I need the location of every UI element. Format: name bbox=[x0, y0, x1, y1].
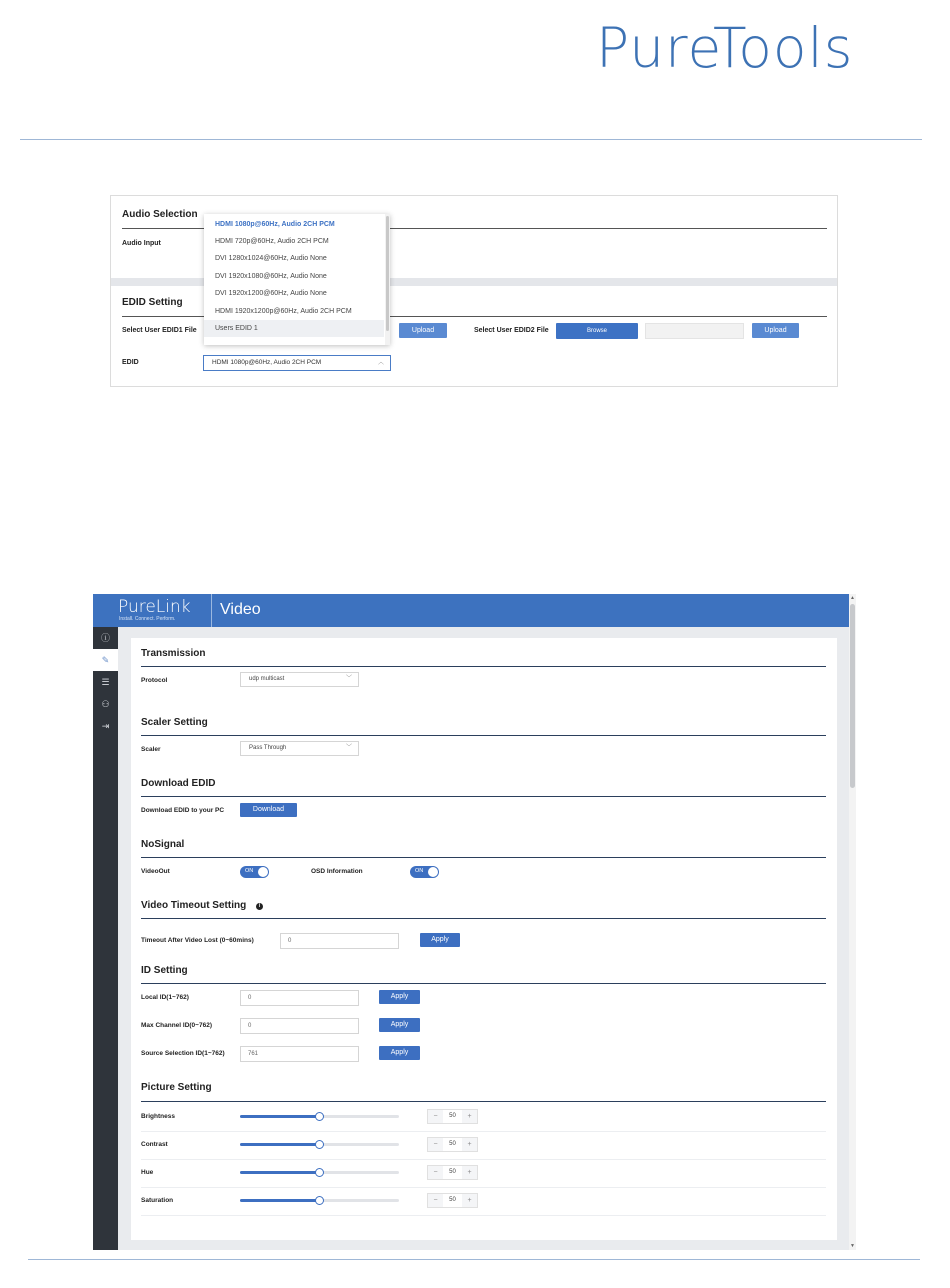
slider-handle[interactable] bbox=[315, 1196, 324, 1205]
upload-edid1-button[interactable]: Upload bbox=[399, 323, 447, 338]
hue-label: Hue bbox=[141, 1169, 154, 1176]
contrast-value[interactable]: 50 bbox=[449, 1141, 456, 1147]
sliders-icon[interactable]: ☰ bbox=[101, 677, 110, 687]
download-button[interactable]: Download bbox=[240, 803, 297, 817]
brightness-value[interactable]: 50 bbox=[449, 1113, 456, 1119]
increment-button[interactable]: + bbox=[462, 1194, 477, 1207]
edid-select[interactable] bbox=[203, 355, 391, 371]
edid-dropdown bbox=[204, 214, 390, 345]
video-screenshot bbox=[93, 594, 856, 1250]
header-rule bbox=[20, 139, 922, 140]
select-edid2-label: Select User EDID2 File bbox=[474, 327, 549, 334]
dropdown-option[interactable]: HDMI 1080p@60Hz, Audio 2CH PCM bbox=[215, 221, 335, 228]
source-selection-id-input[interactable]: 761 bbox=[240, 1046, 359, 1062]
increment-button[interactable]: + bbox=[462, 1166, 477, 1179]
videoout-state: ON bbox=[245, 868, 254, 874]
download-edid-label: Download EDID to your PC bbox=[141, 807, 225, 814]
protocol-value: udp multicast bbox=[249, 676, 285, 682]
saturation-slider[interactable] bbox=[240, 1199, 399, 1202]
scroll-up-arrow-icon[interactable]: ▲ bbox=[850, 595, 855, 601]
picture-setting-title: Picture Setting bbox=[141, 1082, 212, 1093]
chevron-down-icon: ﹀ bbox=[345, 676, 352, 682]
toggle-knob bbox=[428, 867, 438, 877]
chevron-down-icon: ﹀ bbox=[345, 745, 352, 751]
scaler-select[interactable] bbox=[240, 741, 359, 756]
brightness-label: Brightness bbox=[141, 1113, 175, 1120]
saturation-value[interactable]: 50 bbox=[449, 1197, 456, 1203]
brand-tagline: Install. Connect. Perform. bbox=[119, 616, 176, 622]
top-bar bbox=[93, 594, 849, 627]
max-channel-id-input[interactable]: 0 bbox=[240, 1018, 359, 1034]
id-separator bbox=[141, 983, 826, 984]
max-channel-id-apply-button[interactable]: Apply bbox=[379, 1018, 420, 1032]
videoout-label: VideoOut bbox=[141, 868, 170, 875]
local-id-apply-button[interactable]: Apply bbox=[379, 990, 420, 1004]
toggle-knob bbox=[258, 867, 268, 877]
transmission-separator bbox=[141, 666, 826, 667]
slider-fill bbox=[240, 1199, 320, 1202]
hue-slider[interactable] bbox=[240, 1171, 399, 1174]
dropdown-scroll-thumb[interactable] bbox=[386, 216, 389, 331]
dropdown-option[interactable]: DVI 1920x1200@60Hz, Audio None bbox=[215, 290, 327, 297]
footer-rule bbox=[28, 1259, 920, 1260]
upload-edid2-button[interactable]: Upload bbox=[752, 323, 799, 338]
picture-separator bbox=[141, 1101, 826, 1102]
chevron-up-icon: ︿ bbox=[377, 360, 384, 366]
info-icon[interactable]: ⓘ bbox=[100, 633, 110, 643]
increment-button[interactable]: + bbox=[462, 1138, 477, 1151]
brightness-stepper[interactable] bbox=[427, 1109, 478, 1124]
edid-screenshot bbox=[110, 195, 838, 387]
dropdown-option[interactable]: Users EDID 1 bbox=[204, 320, 384, 337]
edid2-file-field[interactable] bbox=[645, 323, 744, 339]
purelink-logo: PureLink bbox=[118, 597, 191, 617]
topbar-divider bbox=[211, 594, 212, 627]
videoout-toggle[interactable] bbox=[240, 866, 269, 878]
slider-handle[interactable] bbox=[315, 1168, 324, 1177]
saturation-stepper[interactable] bbox=[427, 1193, 478, 1208]
slider-fill bbox=[240, 1115, 320, 1118]
row-divider bbox=[141, 1187, 826, 1188]
scroll-down-arrow-icon[interactable]: ▼ bbox=[850, 1243, 855, 1249]
brightness-slider[interactable] bbox=[240, 1115, 399, 1118]
dropdown-option[interactable]: DVI 1280x1024@60Hz, Audio None bbox=[215, 255, 327, 262]
saturation-label: Saturation bbox=[141, 1197, 174, 1204]
slider-fill bbox=[240, 1171, 320, 1174]
id-setting-title: ID Setting bbox=[141, 965, 188, 976]
hue-value[interactable]: 50 bbox=[449, 1169, 456, 1175]
audio-selection-title: Audio Selection bbox=[122, 209, 198, 220]
scaler-label: Scaler bbox=[141, 746, 161, 753]
video-timeout-title: Video Timeout Setting bbox=[141, 900, 247, 911]
osd-information-toggle[interactable] bbox=[410, 866, 439, 878]
feather-icon[interactable]: ✎ bbox=[93, 649, 118, 671]
local-id-label: Local ID(1~762) bbox=[141, 994, 189, 1001]
main-content bbox=[131, 638, 837, 1240]
row-divider bbox=[141, 1131, 826, 1132]
edid-label: EDID bbox=[122, 359, 139, 366]
info-icon[interactable]: i bbox=[256, 903, 263, 910]
source-selection-id-label: Source Selection ID(1~762) bbox=[141, 1050, 225, 1057]
page-title: Video bbox=[220, 601, 261, 618]
decrement-button[interactable]: − bbox=[428, 1110, 443, 1123]
browse-edid2-button[interactable]: Browse bbox=[556, 323, 638, 339]
download-separator bbox=[141, 796, 826, 797]
timeout-label: Timeout After Video Lost (0~60mins) bbox=[141, 937, 254, 944]
timeout-input[interactable]: 0 bbox=[280, 933, 399, 949]
contrast-label: Contrast bbox=[141, 1141, 168, 1148]
puretools-logo: PureTools bbox=[596, 16, 854, 80]
max-channel-id-label: Max Channel ID(0~762) bbox=[141, 1022, 212, 1029]
contrast-slider[interactable] bbox=[240, 1143, 399, 1146]
edid-setting-title: EDID Setting bbox=[122, 297, 183, 308]
dropdown-option[interactable]: HDMI 1920x1200p@60Hz, Audio 2CH PCM bbox=[215, 308, 352, 315]
transmission-title: Transmission bbox=[141, 648, 206, 659]
slider-handle[interactable] bbox=[315, 1112, 324, 1121]
dropdown-scrollbar[interactable] bbox=[385, 214, 390, 345]
scaler-title: Scaler Setting bbox=[141, 717, 208, 728]
decrement-button[interactable]: − bbox=[428, 1194, 443, 1207]
local-id-input[interactable]: 0 bbox=[240, 990, 359, 1006]
row-divider bbox=[141, 1159, 826, 1160]
scaler-separator bbox=[141, 735, 826, 736]
scaler-value: Pass Through bbox=[249, 745, 287, 751]
increment-button[interactable]: + bbox=[462, 1110, 477, 1123]
nosignal-separator bbox=[141, 857, 826, 858]
decrement-button[interactable]: − bbox=[428, 1166, 443, 1179]
logout-icon[interactable]: ⇥ bbox=[101, 721, 110, 731]
nosignal-title: NoSignal bbox=[141, 839, 185, 850]
scroll-thumb[interactable] bbox=[850, 604, 855, 788]
edid-select-value: HDMI 1080p@60Hz, Audio 2CH PCM bbox=[212, 359, 322, 366]
slider-fill bbox=[240, 1143, 320, 1146]
contrast-stepper[interactable] bbox=[427, 1137, 478, 1152]
audio-input-label: Audio Input bbox=[122, 240, 161, 247]
timeout-separator bbox=[141, 918, 826, 919]
protocol-label: Protocol bbox=[141, 677, 168, 684]
protocol-select[interactable] bbox=[240, 672, 359, 687]
slider-handle[interactable] bbox=[315, 1140, 324, 1149]
users-icon[interactable]: ⚇ bbox=[101, 699, 110, 709]
osd-state: ON bbox=[415, 868, 424, 874]
download-edid-title: Download EDID bbox=[141, 778, 216, 789]
timeout-apply-button[interactable]: Apply bbox=[420, 933, 460, 947]
osd-information-label: OSD Information bbox=[311, 868, 363, 875]
source-selection-id-apply-button[interactable]: Apply bbox=[379, 1046, 420, 1060]
dropdown-option[interactable]: HDMI 720p@60Hz, Audio 2CH PCM bbox=[215, 238, 329, 245]
page-scrollbar[interactable] bbox=[849, 594, 856, 1250]
dropdown-option[interactable]: DVI 1920x1080@60Hz, Audio None bbox=[215, 273, 327, 280]
row-divider bbox=[141, 1215, 826, 1216]
sidebar bbox=[93, 627, 118, 1250]
select-edid1-label: Select User EDID1 File bbox=[122, 327, 197, 334]
decrement-button[interactable]: − bbox=[428, 1138, 443, 1151]
hue-stepper[interactable] bbox=[427, 1165, 478, 1180]
